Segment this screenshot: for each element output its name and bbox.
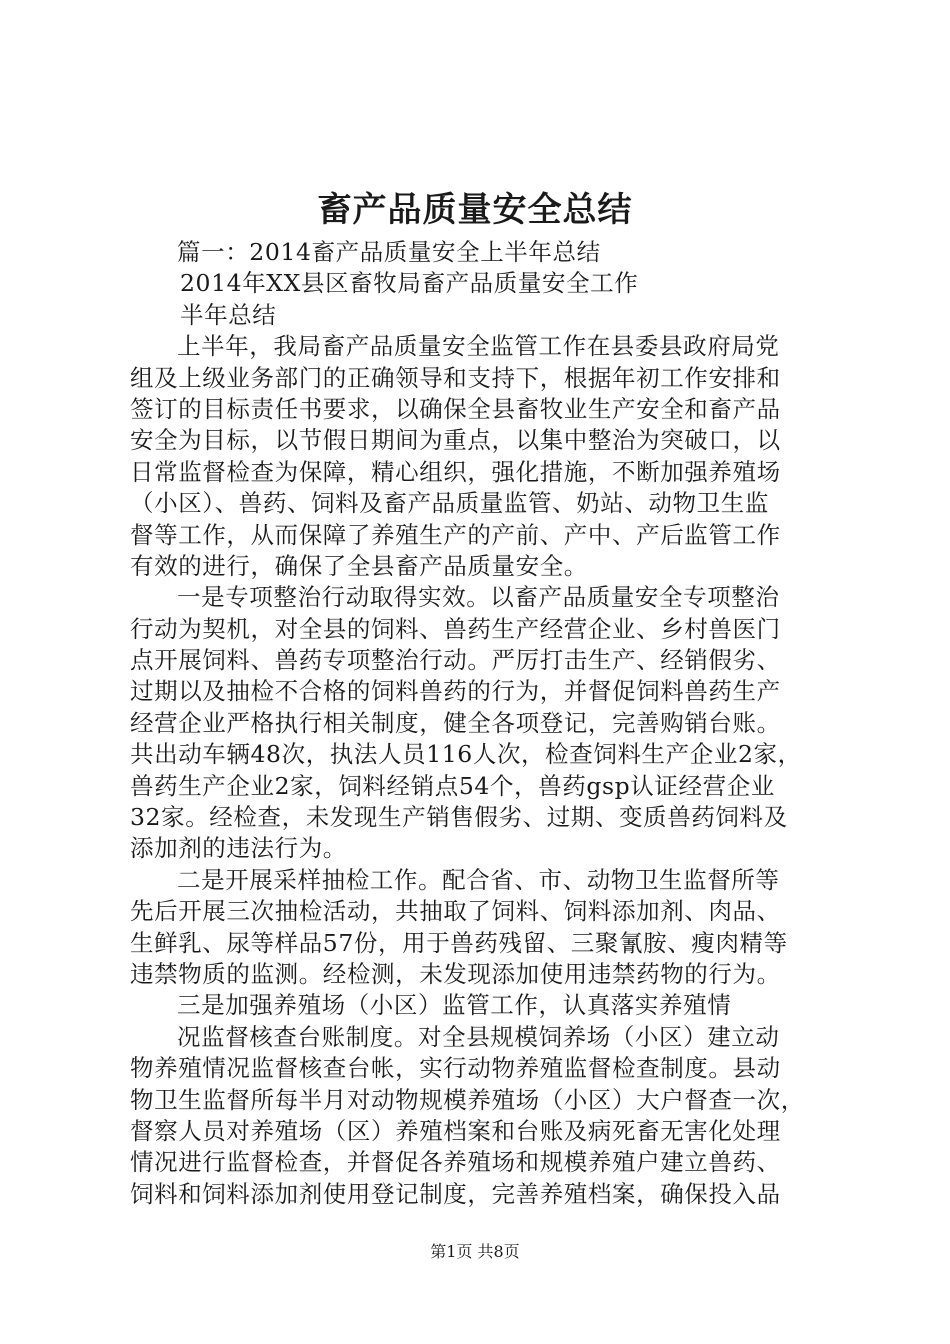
body-line: 一是专项整治行动取得实效。以畜产品质量安全专项整治 (177, 583, 780, 612)
body-line: 共出动车辆48次，执法人员116人次，检查饲料生产企业2家， (130, 740, 802, 769)
body-line: 兽药生产企业2家，饲料经销点54个，兽药gsp认证经营企业 (130, 771, 775, 800)
body-line: 物卫生监督所每半月对动物规模养殖场（小区）大户督查一次， (130, 1085, 805, 1114)
body-line: 经营企业严格执行相关制度，健全各项登记，完善购销台账。 (130, 708, 781, 737)
body-line: 二是开展采样抽检工作。配合省、市、动物卫生监督所等 (177, 865, 780, 894)
body-line: 饲料和饲料添加剂使用登记制度，完善养殖档案，确保投入品 (130, 1179, 781, 1208)
body-line: （小区）、兽药、饲料及畜产品质量监管、奶站、动物卫生监 (130, 489, 769, 518)
body-line: 督等工作，从而保障了养殖生产的产前、产中、产后监管工作 (130, 520, 781, 549)
body-line: 上半年，我局畜产品质量安全监管工作在县委县政府局党 (177, 332, 780, 361)
body-line: 组及上级业务部门的正确领导和支持下，根据年初工作安排和 (130, 363, 781, 392)
body-line: 半年总结 (180, 300, 277, 329)
page-number-footer: 第1页 共8页 (430, 1242, 520, 1261)
document-title: 畜产品质量安全总结 (317, 190, 633, 230)
body-line: 2014年XX县区畜牧局畜产品质量安全工作 (180, 269, 639, 298)
document-body (130, 237, 830, 1210)
body-line: 添加剂的违法行为。 (130, 834, 347, 863)
body-line: 生鲜乳、尿等样品57份，用于兽药残留、三聚氰胺、瘦肉精等 (130, 928, 788, 957)
body-line: 安全为目标，以节假日期间为重点，以集中整治为突破口，以 (130, 426, 781, 455)
body-line: 情况进行监督检查，并督促各养殖场和规模养殖户建立兽药、 (130, 1148, 781, 1177)
body-line: 况监督核查台账制度。对全县规模饲养场（小区）建立动 (177, 1022, 780, 1051)
body-line: 日常监督检查为保障，精心组织，强化措施，不断加强养殖场 (130, 457, 781, 486)
body-line: 先后开展三次抽检活动，共抽取了饲料、饲料添加剂、肉品、 (130, 897, 781, 926)
body-line: 过期以及抽检不合格的饲料兽药的行为，并督促饲料兽药生产 (130, 677, 781, 706)
body-line: 三是加强养殖场（小区）监管工作，认真落实养殖情 (177, 991, 732, 1020)
body-line: 违禁物质的监测。经检测，未发现添加使用违禁药物的行为。 (130, 959, 781, 988)
body-line: 行动为契机，对全县的饲料、兽药生产经营企业、乡村兽医门 (130, 614, 781, 643)
body-line: 篇一：2014畜产品质量安全上半年总结 (177, 238, 601, 266)
body-line: 有效的进行，确保了全县畜产品质量安全。 (130, 551, 588, 580)
body-line: 32家。经检查，未发现生产销售假劣、过期、变质兽药饲料及 (130, 803, 788, 832)
body-line: 点开展饲料、兽药专项整治行动。严厉打击生产、经销假劣、 (130, 646, 781, 675)
body-line: 物养殖情况监督核查台帐，实行动物养殖监督检查制度。县动 (130, 1054, 781, 1083)
body-line: 签订的目标责任书要求，以确保全县畜牧业生产安全和畜产品 (130, 394, 781, 423)
body-line: 督察人员对养殖场（区）养殖档案和台账及病死畜无害化处理 (130, 1116, 781, 1145)
